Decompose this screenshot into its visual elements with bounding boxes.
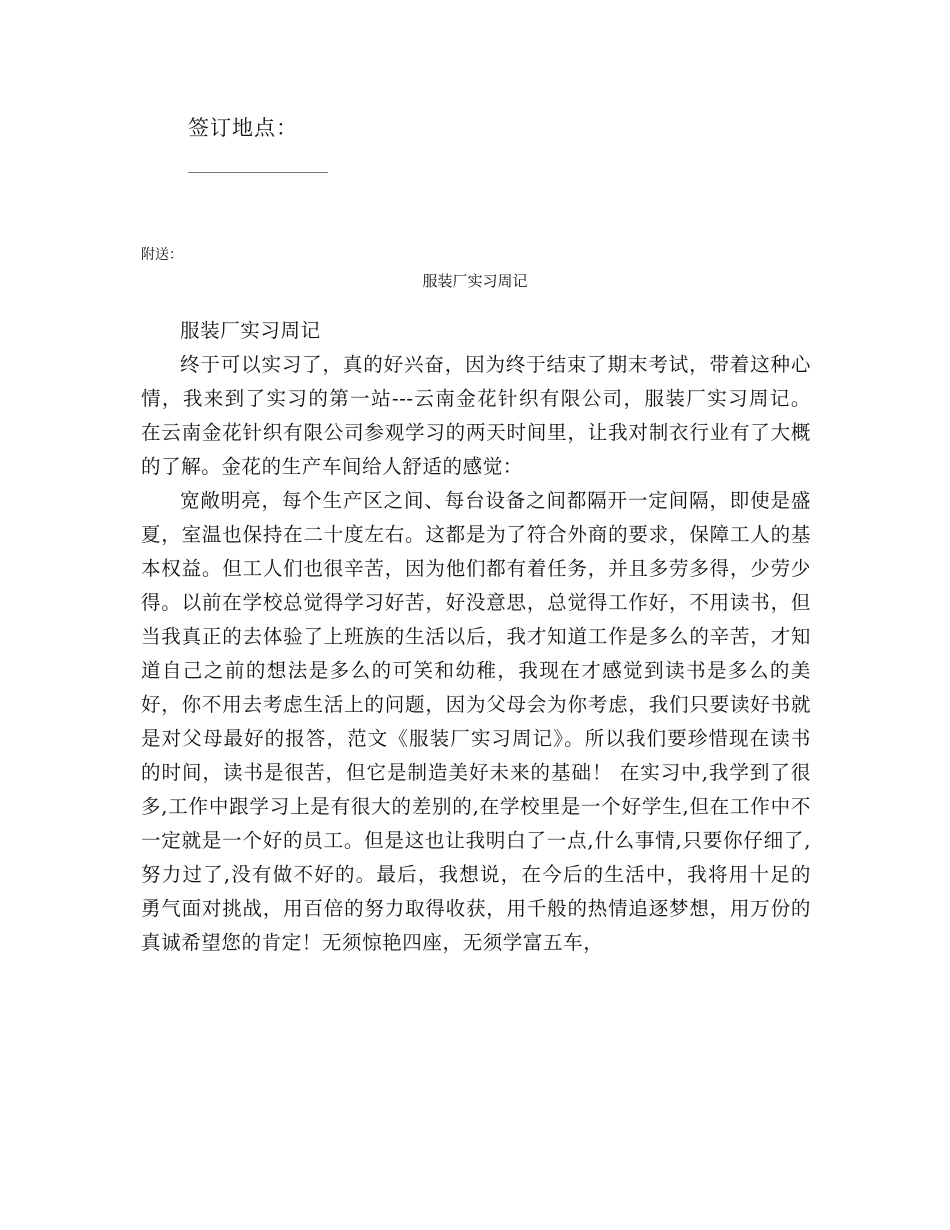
signing-location-label: 签订地点：: [188, 116, 298, 140]
paragraph: 终于可以实习了，真的好兴奋，因为终于结束了期末考试，带着这种心情，我来到了实习的第一站---云南金花针织有限公司，服装厂实习周记。 在云南金花针织有限公司参观学习的两天时间里，让我对制衣行业有了大概的了解。金花的生产车间给人舒适的感觉：: [141, 353, 811, 478]
paragraph-heading: 服装厂实习周记: [180, 319, 321, 342]
paragraph: 宽敞明亮，每个生产区之间、每台设备之间都隔开一定间隔，即使是盛夏，室温也保持在二十度左右。这都是为了符合外商的要求，保障工人的基本权益。但工人们也很辛苦，因为他们都有着任务，并且多劳多得，少劳少得。以前在学校总觉得学习好苦，好没意思，总觉得工作好，不用读书，但当我真正的去体验了上班族的生活以后，我才知道工作是多么的辛苦，才知道自己之前的想法是多么的可笑和幼稚，我现在才感觉到读书是多么的美好，你不用去考虑生活上的问题，因为父母会为你考虑，我们只要读好书就是对父母最好的报答，范文《服装厂实习周记》。所以我们要珍惜现在读书的时间，读书是很苦，但它是制造美好未来的基础！ 在实习中,我学到了很多,工作中跟学习上是有很大的差别的,在学校里是一个好学生,但在工作中不一定就是一个好的员工。但是这也让我明白了一点,什么事情,只要你仔细了,努力过了,没有做不好的。最后，我想说，在今后的生活中，我将用十足的勇气面对挑战，用百倍的努力取得收获，用千般的热情追逐梦想，用万份的真诚希望您的肯定！无须惊艳四座，无须学富五车，: [141, 489, 811, 954]
attachment-label: 附送：: [141, 247, 183, 263]
body-text: [141, 314, 811, 960]
signing-location-blank-line: [188, 172, 328, 173]
document-title: 服装厂实习周记: [422, 272, 528, 290]
